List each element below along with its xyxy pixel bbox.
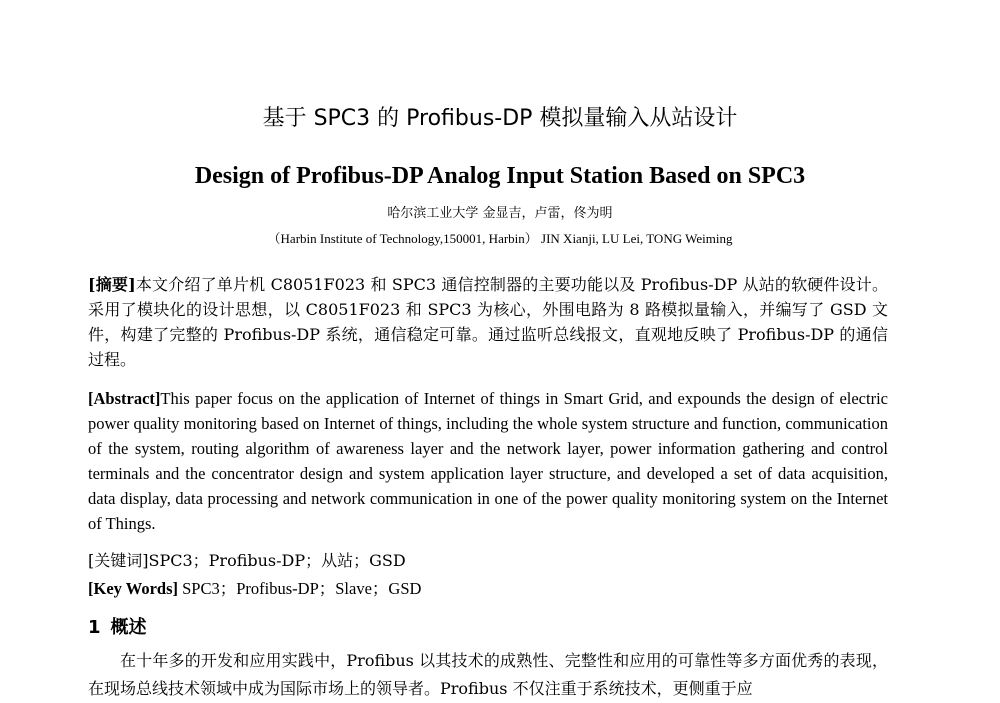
keywords-chinese-text: SPC3；Profibus-DP；从站；GSD [148,551,406,570]
keywords-chinese-label: [关键词] [88,551,149,570]
abstract-english-text: This paper focus on the application of Internet of things in Smart Grid, and expounds the design of electric power quality monitoring based on Internet of things, including the whole system structure and function, communication of the system, routing algorithm of awareness layer and the network layer, power information gathering and control terminals and the concentrator design and system application layer structure, and developed a set of data acquisition, data display, data processing and network communication in one of the power quality monitoring system on the Internet of Things. [88,389,888,533]
title-chinese: 基于 SPC3 的 Profibus-DP 模拟量输入从站设计 [262,106,738,131]
keywords-chinese [88,548,888,573]
section-heading-1 [88,615,147,641]
section-number: 1 [88,617,101,638]
abstract-english-label: [Abstract] [88,389,161,408]
section-paragraph: 在十年多的开发和应用实践中，Profibus 以其技术的成熟性、完整性和应用的可靠性等多方面优秀的表现，在现场总线技术领域中成为国际市场上的领导者。Profibus 不仅注重于系统技术，更侧重于应 [88,651,888,698]
abstract-english [88,386,888,536]
abstract-chinese-label: [摘要] [88,275,136,294]
abstract-chinese-text: 本文介绍了单片机 C8051F023 和 SPC3 通信控制器的主要功能以及 Profibus-DP 从站的软硬件设计。采用了模块化的设计思想，以 C8051F023 和 SPC3 为核心，外围电路为 8 路模拟量输入，并编写了 GSD 文件，构建了完整的 Profibus-DP 系统，通信稳定可靠。通过监听总线报文，直观地反映了 Profibus-DP 的通信过程。 [88,275,888,369]
keywords-english-text: SPC3；Profibus-DP；Slave；GSD [178,579,422,598]
authors-english: （Harbin Institute of Technology,150001, Harbin） JIN Xianji, LU Lei, TONG Weiming [267,231,733,246]
title-english: Design of Profibus-DP Analog Input Station Based on SPC3 [194,163,806,189]
keywords-english [88,576,888,601]
abstract-chinese [88,272,888,372]
section-title: 概述 [110,617,147,638]
authors-chinese: 哈尔滨工业大学 金显吉，卢雷，佟为明 [387,206,613,221]
keywords-english-label: [Key Words] [88,579,178,598]
